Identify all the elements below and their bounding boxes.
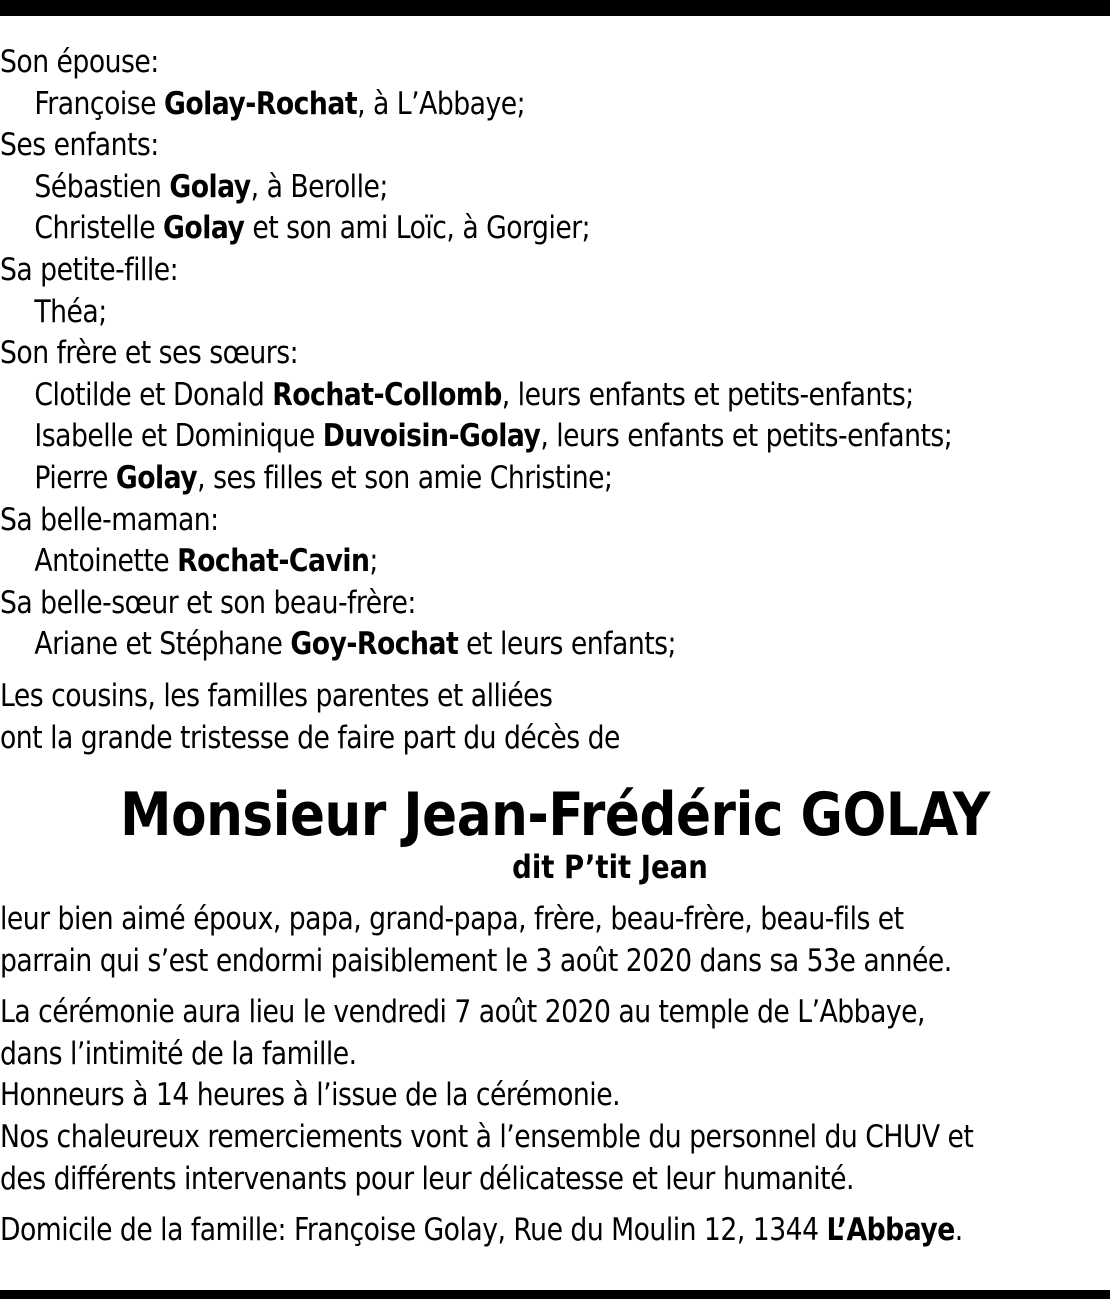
domicile-town: L’Abbaye [826, 1212, 955, 1249]
member-detail: , leurs enfants et petits-enfants; [501, 376, 914, 413]
member-given-names: Isabelle et Dominique [34, 418, 323, 455]
family-group-label: Son frère et ses sœurs: [0, 335, 299, 372]
member-detail: , à L’Abbaye; [357, 85, 526, 122]
family-member [0, 84, 955, 126]
family-member [0, 208, 955, 250]
member-given-names: Ariane et Stéphane [34, 626, 291, 663]
ceremony-line-2: dans l’intimité de la famille. [0, 1035, 357, 1072]
member-given-names: Sébastien [34, 168, 170, 205]
member-surname: Golay [115, 459, 198, 496]
family-member [0, 416, 955, 458]
deceased-nickname: dit P’tit Jean [512, 848, 708, 887]
member-given-names: Théa; [34, 293, 107, 330]
member-detail: ; [369, 543, 378, 580]
member-detail: , à Berolle; [250, 168, 388, 205]
family-group-label: Sa belle-maman: [0, 501, 219, 538]
family-member [0, 292, 955, 334]
family-member [0, 541, 955, 583]
family-member [0, 375, 955, 417]
member-given-names: Françoise [34, 85, 164, 122]
family-member [0, 624, 955, 666]
family-group-label: Sa belle-sœur et son beau-frère: [0, 584, 416, 621]
family-list [0, 42, 1110, 666]
bottom-rule [0, 1290, 1110, 1299]
member-given-names: Pierre [34, 459, 116, 496]
obituary-notice [0, 42, 1110, 1252]
thanks-line-1: Nos chaleureux remerciements vont à l’ensemble du personnel du CHUV et [0, 1119, 974, 1156]
top-rule [0, 0, 1110, 16]
member-surname: Goy-Rochat [290, 626, 459, 663]
member-given-names: Antoinette [34, 543, 178, 580]
domicile-end: . [954, 1212, 963, 1249]
thanks-line-2: des différents intervenants pour leur délicatesse et leur humanité. [0, 1160, 854, 1197]
family-member [0, 458, 955, 500]
member-surname: Golay [163, 210, 245, 247]
announcement-line-1: Les cousins, les familles parentes et alliées [0, 677, 553, 714]
member-surname: Rochat-Collomb [272, 376, 502, 413]
member-given-names: Clotilde et Donald [34, 376, 273, 413]
domicile-address: Domicile de la famille: Françoise Golay, Rue du Moulin 12, 1344 [0, 1212, 827, 1249]
family-group-label: Ses enfants: [0, 127, 159, 164]
member-detail: , ses filles et son amie Christine; [197, 459, 613, 496]
family-group-label: Sa petite-fille: [0, 251, 179, 288]
honours-text: Honneurs à 14 heures à l’issue de la cérémonie. [0, 1077, 621, 1114]
member-surname: Duvoisin-Golay [322, 418, 541, 455]
member-detail: et son ami Loïc, à Gorgier; [244, 210, 591, 247]
ceremony-line-1: La cérémonie aura lieu le vendredi 7 août 2020 au temple de L’Abbaye, [0, 994, 925, 1031]
deceased-name: Monsieur Jean-Frédéric GOLAY [120, 780, 990, 851]
member-detail: , leurs enfants et petits-enfants; [540, 418, 953, 455]
family-member [0, 167, 955, 209]
announcement-line-2: ont la grande tristesse de faire part du décès de [0, 719, 620, 756]
tribute-line-2: parrain qui s’est endormi paisiblement le 3 août 2020 dans sa 53e année. [0, 942, 952, 979]
member-surname: Golay-Rochat [163, 85, 358, 122]
member-given-names: Christelle [34, 210, 164, 247]
member-detail: et leurs enfants; [458, 626, 677, 663]
member-surname: Golay [169, 168, 251, 205]
tribute-line-1: leur bien aimé époux, papa, grand-papa, frère, beau-frère, beau-fils et [0, 901, 904, 938]
family-domicile [0, 1210, 963, 1252]
family-group-label: Son épouse: [0, 44, 159, 80]
member-surname: Rochat-Cavin [177, 543, 370, 580]
